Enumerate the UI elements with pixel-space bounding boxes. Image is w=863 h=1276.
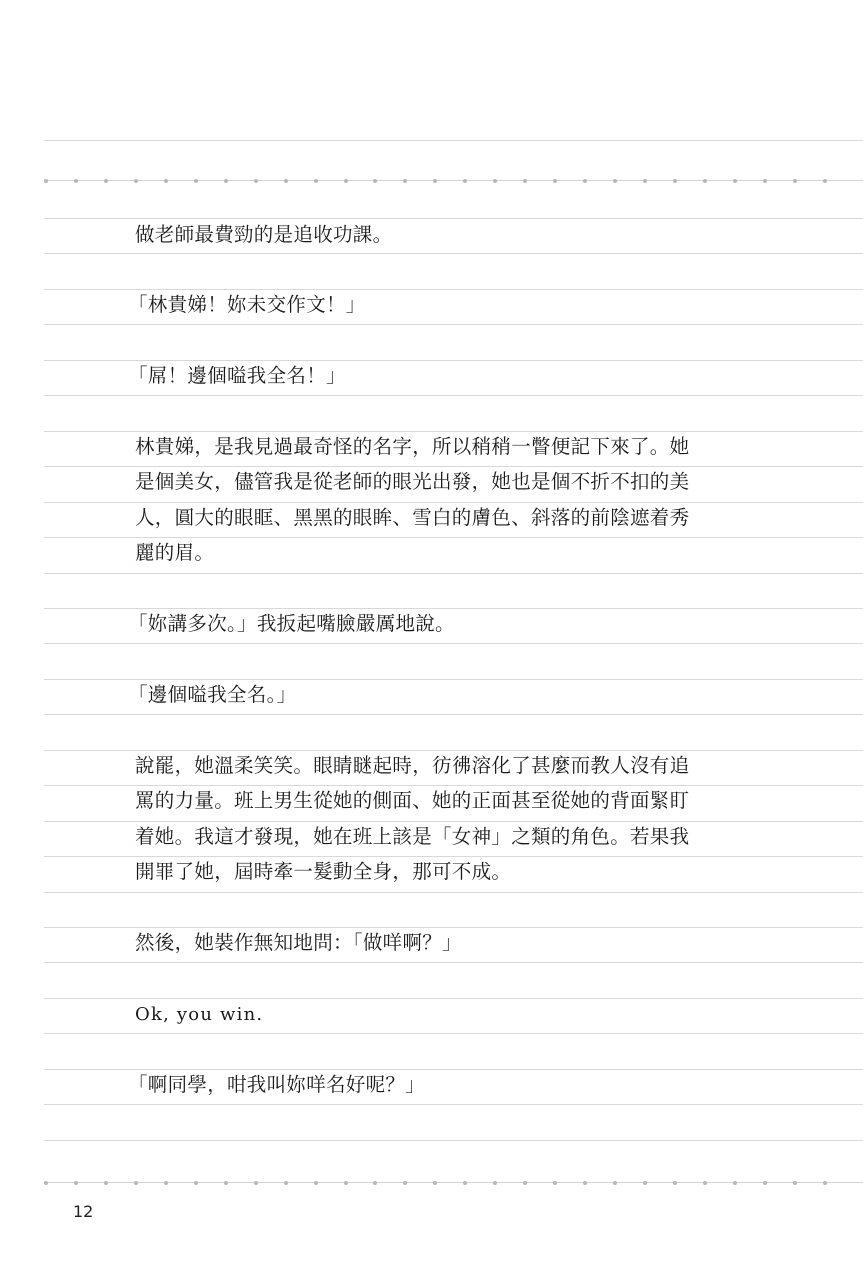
rule-dot [314, 179, 318, 183]
rule-dot [74, 179, 78, 183]
rule-dot [164, 179, 168, 183]
text-line: 林貴娣，是我見過最奇怪的名字，所以稍稍一瞥便記下來了。她 [135, 435, 690, 458]
rule-dot [344, 179, 348, 183]
page-number: 12 [73, 1202, 94, 1221]
text-line: Ok, you win. [135, 1004, 264, 1025]
ruled-line [44, 360, 863, 361]
rule-dot [793, 1181, 797, 1185]
dialogue-line: 「妳講多次。」我扳起嘴臉嚴厲地說。 [128, 612, 455, 635]
rule-dot [613, 1181, 617, 1185]
rule-dot [823, 179, 827, 183]
ruled-line [44, 608, 863, 609]
ruled-line [44, 140, 863, 141]
rule-dot [433, 179, 437, 183]
dialogue-line: 「啊同學，咁我叫妳咩名好呢？」 [128, 1073, 426, 1096]
rule-dot [254, 179, 258, 183]
ruled-line [44, 1033, 863, 1034]
rule-dot [284, 1181, 288, 1185]
rule-dot [523, 179, 527, 183]
dialogue-line: 「林貴娣！妳未交作文！」 [128, 293, 366, 316]
rule-dot [403, 179, 407, 183]
ruled-line [44, 502, 863, 503]
rule-dot [823, 1181, 827, 1185]
rule-dot [733, 1181, 737, 1185]
rule-dot [793, 179, 797, 183]
rule-dot [493, 1181, 497, 1185]
ruled-line [44, 537, 863, 538]
ruled-line [44, 289, 863, 290]
rule-dot [463, 179, 467, 183]
ruled-line [44, 643, 863, 644]
dialogue-line: 「邊個嗌我全名。」 [128, 683, 297, 706]
ruled-line [44, 892, 863, 893]
ruled-line [44, 324, 863, 325]
text-line: 說罷，她溫柔笑笑。眼睛瞇起時，彷彿溶化了甚麼而教人沒有追 [135, 754, 690, 777]
rule-dot [433, 1181, 437, 1185]
ruled-line [44, 1140, 863, 1141]
text-line: 人，圓大的眼眶、黑黑的眼眸、雪白的膚色、斜落的前陰遮着秀 [135, 506, 690, 529]
rule-dot [613, 179, 617, 183]
rule-dot [493, 179, 497, 183]
rule-dot [583, 1181, 587, 1185]
rule-dot [673, 1181, 677, 1185]
rule-dot [703, 179, 707, 183]
text-line: 着她。我這才發現，她在班上該是「女神」之類的角色。若果我 [135, 825, 690, 848]
rule-dot [314, 1181, 318, 1185]
text-line: 是個美女，儘管我是從老師的眼光出發，她也是個不折不扣的美 [135, 470, 690, 493]
rule-dot [463, 1181, 467, 1185]
ruled-line [44, 962, 863, 963]
ruled-line [44, 431, 863, 432]
ruled-line [44, 785, 863, 786]
rule-dot [194, 179, 198, 183]
ruled-line [44, 998, 863, 999]
text-line: 罵的力量。班上男生從她的側面、她的正面甚至從她的背面緊盯 [135, 789, 690, 812]
rule-dot [284, 179, 288, 183]
rule-dot [733, 179, 737, 183]
rule-dot [553, 1181, 557, 1185]
ruled-line [44, 714, 863, 715]
ruled-line [44, 856, 863, 857]
rule-dot [643, 1181, 647, 1185]
rule-dot [373, 1181, 377, 1185]
rule-dot [703, 1181, 707, 1185]
ruled-line [44, 573, 863, 574]
ruled-line [44, 679, 863, 680]
rule-dot [254, 1181, 258, 1185]
rule-dot [344, 1181, 348, 1185]
ruled-line [44, 466, 863, 467]
rule-dot [673, 179, 677, 183]
ruled-line [44, 927, 863, 928]
rule-dot [104, 179, 108, 183]
text-line: 做老師最費勁的是追收功課。 [135, 223, 393, 246]
rule-dot [134, 179, 138, 183]
ruled-line [44, 218, 863, 219]
rule-dot [763, 179, 767, 183]
rule-dot [643, 179, 647, 183]
rule-dot [104, 1181, 108, 1185]
rule-dot [134, 1181, 138, 1185]
rule-dot [373, 179, 377, 183]
dotted-rule-bottom [44, 1177, 863, 1189]
ruled-line [44, 750, 863, 751]
rule-dot [763, 1181, 767, 1185]
ruled-line [44, 1104, 863, 1105]
text-line: 開罪了她，屆時牽一髮動全身，那可不成。 [135, 860, 512, 883]
rule-dot [74, 1181, 78, 1185]
ruled-line [44, 395, 863, 396]
text-line: 然後，她裝作無知地問：「做咩啊？」 [135, 931, 462, 954]
ruled-line [44, 253, 863, 254]
text-line: 麗的眉。 [135, 541, 215, 564]
rule-dot [224, 179, 228, 183]
dotted-rule-top [44, 175, 863, 187]
rule-dot [553, 179, 557, 183]
rule-dot [164, 1181, 168, 1185]
rule-dot [44, 1181, 48, 1185]
dialogue-line: 「屌！邊個嗌我全名！」 [128, 364, 346, 387]
rule-dot [523, 1181, 527, 1185]
ruled-line [44, 821, 863, 822]
ruled-line [44, 1069, 863, 1070]
rule-dot [224, 1181, 228, 1185]
rule-dot [44, 179, 48, 183]
rule-dot [583, 179, 587, 183]
rule-dot [403, 1181, 407, 1185]
rule-dot [194, 1181, 198, 1185]
